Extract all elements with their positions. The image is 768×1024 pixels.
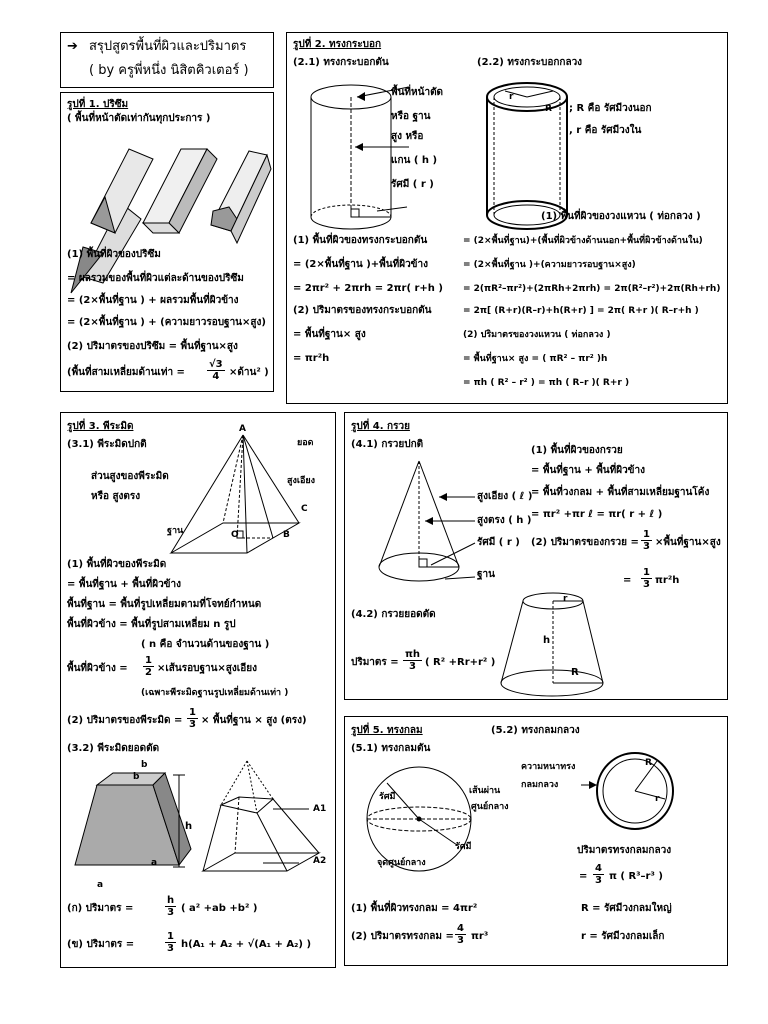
third-fraction: $\frac{1}{3}$ [189, 707, 196, 730]
title-line1: สรุปสูตรพื้นที่ผิวและปริมาตร [89, 39, 247, 54]
sphere-box [344, 716, 728, 966]
sqrt3-over-4: $\frac{√3}{4}$ [209, 359, 223, 382]
cone-r4: = πr² +πr ℓ = πr( r + ℓ ) [531, 509, 663, 520]
hollow-volume-frac: $\frac{4}{3}$ [595, 863, 602, 886]
hollow-volume-rest: π ( R³–r³ ) [609, 871, 663, 882]
label-frustum-b1: b [141, 760, 148, 770]
pyr-line5: ( n คือ จำนวนด้านของฐาน ) [141, 639, 270, 650]
label-A1: A1 [313, 804, 327, 814]
cone-r2: = พื้นที่ฐาน + พื้นที่ผิวข้าง [531, 465, 646, 476]
cyl-right-3: = 2(πR²–πr²)+(2πRh+2πrh) = 2π(R²–r²)+2π(Rh+rh) [463, 284, 721, 294]
cone-r5: (2) ปริมาตรของกรวย = [531, 537, 639, 548]
cyl-right-2: = (2×พื้นที่ฐาน )+(ความยาวรอบฐาน×สูง) [463, 260, 636, 270]
sphere-volume-frac: $\frac{4}{3}$ [457, 923, 464, 946]
square-prism [143, 149, 217, 233]
label-thickness2: กลมกลวง [521, 780, 559, 790]
pyramid-sub1: (3.1) พีระมิดปกติ [67, 439, 147, 450]
cylinder-heading: รูปที่ 2. ทรงกระบอก [293, 39, 382, 50]
prism-line3: = (2×พื้นที่ฐาน ) + ผลรวมพื้นที่ผิวข้าง [67, 295, 239, 306]
pyramid-heading: รูปที่ 3. พีระมิด [67, 421, 134, 432]
label-C: C [301, 504, 308, 514]
arrow-icon: ➔ [67, 39, 78, 54]
cone-r6-eq: = [623, 575, 632, 586]
label-frustum-cone-R: R [571, 667, 579, 678]
note-outer-radius: ; R คือ รัศมีวงนอก [569, 103, 652, 114]
cone-r5b: ×พื้นที่ฐาน×สูง [655, 537, 721, 548]
title-line2: ( by ครูพี่หนึ่ง นิสิตคิวเตอร์ ) [89, 63, 249, 78]
hollow-cylinder-drawing [483, 77, 583, 227]
cyl-left-1: (1) พื้นที่ผิวของทรงกระบอกตัน [293, 235, 428, 246]
label-apex-A: A [239, 424, 246, 434]
frustum-cone-label: ปริมาตร = [351, 657, 399, 668]
label-cone-radius: รัศมี ( r ) [477, 537, 520, 548]
pyr-line3: พื้นที่ฐาน = พื้นที่รูปเหลี่ยมตามที่โจทย์กำหนด [67, 599, 262, 610]
sphere-area: (1) พื้นที่ผิวทรงกลม = 4πr² [351, 903, 478, 914]
label-frustum-cone-h: h [543, 635, 551, 646]
label-frustum-h: h [185, 821, 193, 832]
prism-line5: (2) ปริมาตรของปริซึม = พื้นที่ฐาน×สูง [67, 341, 238, 352]
label-cone-slant: สูงเอียง ( ℓ ) [477, 491, 533, 502]
title-box [60, 32, 274, 88]
pyr-line10: × พื้นที่ฐาน × สูง (ตรง) [201, 715, 307, 726]
label-frustum-b2: b [133, 772, 140, 782]
label-A2: A2 [313, 856, 327, 866]
pyr-line6: พื้นที่ผิวข้าง = [67, 663, 128, 674]
pyr-line9: (2) ปริมาตรของพีระมิด = [67, 715, 183, 726]
cyl-right-1: = (2×พื้นที่ฐาน)+(พื้นที่ผิวข้างด้านนอก+พื้นที่ผิวข้างด้านใน) [463, 236, 703, 246]
label-thickness1: ความหนาทรง [521, 762, 576, 772]
label-base: หรือ ฐาน [391, 111, 431, 122]
cone-third-frac2: $\frac{1}{3}$ [643, 567, 650, 590]
label-frustum-a2: a [97, 880, 104, 890]
frustum-vol-b-rest: h(A₁ + A₂ + √(A₁ + A₂) ) [181, 939, 312, 950]
pyr-line2: = พื้นที่ฐาน + พื้นที่ผิวข้าง [67, 579, 182, 590]
solid-cylinder-pointers [347, 77, 427, 227]
cone-third-frac: $\frac{1}{3}$ [643, 529, 650, 552]
half-fraction: $\frac{1}{2}$ [145, 655, 152, 678]
label-frustum-cone-r: r [563, 594, 568, 604]
cone-r3: = พื้นที่วงกลม + พื้นที่สามเหลี่ยมฐานโค้ง [531, 487, 710, 498]
hollow-volume-title: ปริมาตรทรงกลมกลวง [577, 845, 672, 856]
frustum-vol-b-label: (ข) ปริมาตร = [67, 939, 135, 950]
prism-line1: (1) พื้นที่ผิวของปริซึม [67, 249, 161, 260]
label-radius: รัศมี ( r ) [391, 179, 434, 190]
label-pyramid-height1: ส่วนสูงของพีระมิด [91, 471, 169, 482]
prism-line6: (พื้นที่สามเหลี่ยมด้านเท่า = [67, 367, 185, 378]
frustum-vol-a-label: (ก) ปริมาตร = [67, 903, 134, 914]
frustum-cone-frac: $\frac{\pi h}{3}$ [405, 649, 421, 672]
prism-line6-end: ×ด้าน² ) [229, 367, 269, 378]
cylinder-box [286, 32, 728, 404]
sphere-sub1: (5.1) ทรงกลมตัน [351, 743, 431, 754]
cyl-left-2: = (2×พื้นที่ฐาน )+พื้นที่ผิวข้าง [293, 259, 429, 270]
prism-line2: = ผลรวมของพื้นที่ผิวแต่ละด้านของปริซึม [67, 273, 244, 284]
cone-box [344, 412, 728, 700]
hollow-volume-eq: = [579, 871, 588, 882]
label-hollow-R: R [545, 104, 552, 114]
note-small-radius: r = รัศมีวงกลมเล็ก [581, 931, 665, 942]
pyr-line8: (เฉพาะพีระมิดฐานรูปเหลี่ยมด้านเท่า ) [141, 688, 289, 698]
cyl-right-5: (2) ปริมาตรของวงแหวน ( ท่อกลวง ) [463, 330, 611, 340]
cyl-left-3: = 2πr² + 2πrh = 2πr( r+h ) [293, 283, 443, 294]
label-height: สูง หรือ [391, 131, 424, 142]
label-sphere-radius1: รัศมี [379, 792, 396, 802]
prism-note: ( พื้นที่หน้าตัดเท่ากันทุกประการ ) [67, 113, 211, 124]
label-O: O [231, 530, 239, 540]
prism-heading: รูปที่ 1. ปริซึม [67, 99, 129, 110]
pyr-line1: (1) พื้นที่ผิวของพีระมิด [67, 559, 167, 570]
label-pyramid-height2: หรือ สูงตรง [91, 491, 141, 502]
cone-heading: รูปที่ 4. กรวย [351, 421, 410, 432]
frustum-pyramid-wire [199, 753, 329, 883]
label-pyramid-base: ฐาน [167, 526, 184, 536]
ring-title: (1) พื้นที่ผิวของวงแหวน ( ท่อกลวง ) [541, 211, 701, 222]
frustum-vol-b-frac: $\frac{1}{3}$ [167, 931, 174, 954]
pyr-line4: พื้นที่ผิวข้าง = พื้นที่รูปสามเหลี่ยม n รูป [67, 619, 236, 630]
cyl-right-4: = 2π[ (R+r)(R–r)+h(R+r) ] = 2π( R+r )( R–r+h ) [463, 306, 699, 316]
cylinder-sub2: (2.2) ทรงกระบอกกลวง [477, 57, 583, 68]
prism-box [60, 92, 274, 392]
label-cone-base: ฐาน [477, 569, 495, 580]
sphere-volume-rest: πr³ [471, 931, 489, 942]
pyramid-drawing [131, 427, 311, 577]
label-slant: สูงเอียง [287, 476, 316, 486]
label-cross-section: พื้นที่หน้าตัด [391, 87, 444, 98]
label-diameter1: เส้นผ่าน [469, 786, 501, 796]
pyramid-box [60, 412, 336, 968]
pyr-sub2: (3.2) พีระมิดยอดตัด [67, 743, 160, 754]
cyl-right-6: = พื้นที่ฐาน× สูง = ( πR² – πr² )h [463, 354, 608, 364]
cone-sub1: (4.1) กรวยปกติ [351, 439, 424, 450]
sphere-heading: รูปที่ 5. ทรงกลม [351, 725, 423, 736]
cyl-left-4: (2) ปริมาตรของทรงกระบอกตัน [293, 305, 432, 316]
frustum-vol-a-rest: ( a² +ab +b² ) [181, 903, 258, 914]
label-diameter2: ศูนย์กลาง [471, 802, 509, 812]
label-cone-height: สูงตรง ( h ) [477, 515, 532, 526]
label-hollow-sphere-R: R [645, 758, 652, 768]
cyl-right-7: = πh ( R² – r² ) = πh ( R–r )( R+r ) [463, 378, 630, 388]
label-axis: แกน ( h ) [391, 155, 438, 166]
cone-pointers [425, 457, 485, 587]
prism-drawings [61, 135, 275, 245]
triangular-prism [91, 149, 153, 233]
label-sphere-center: จุดศูนย์กลาง [377, 858, 426, 868]
note-big-radius: R = รัศมีวงกลมใหญ่ [581, 903, 672, 914]
label-hollow-sphere-r: r [655, 794, 660, 804]
label-sphere-radius2: รัศมี [455, 842, 472, 852]
cyl-left-6: = πr²h [293, 353, 330, 364]
cone-sub2: (4.2) กรวยยอดตัด [351, 609, 436, 620]
hollow-sphere-drawing [557, 747, 717, 837]
cone-r6b: πr²h [655, 575, 680, 586]
frustum-vol-a-frac: $\frac{h}{3}$ [167, 895, 175, 918]
cylinder-sub1: (2.1) ทรงกระบอกตัน [293, 57, 389, 68]
pyr-line7: ×เส้นรอบฐาน×สูงเอียง [157, 663, 257, 674]
sphere-sub-hollow: (5.2) ทรงกลมกลวง [491, 725, 580, 736]
cyl-left-5: = พื้นที่ฐาน× สูง [293, 329, 366, 340]
label-apex: ยอด [297, 438, 314, 448]
cone-r1: (1) พื้นที่ผิวของกรวย [531, 445, 623, 456]
label-frustum-a1: a [151, 858, 158, 868]
frustum-cone-rest: ( R² +Rr+r² ) [425, 657, 496, 668]
label-B: B [283, 530, 290, 540]
note-inner-radius: , r คือ รัศมีวงใน [569, 125, 642, 136]
label-hollow-r: r [509, 92, 514, 102]
pentagonal-prism [211, 151, 271, 243]
prism-line4: = (2×พื้นที่ฐาน ) + (ความยาวรอบฐาน×สูง) [67, 317, 266, 328]
sphere-volume: (2) ปริมาตรทรงกลม = [351, 931, 454, 942]
